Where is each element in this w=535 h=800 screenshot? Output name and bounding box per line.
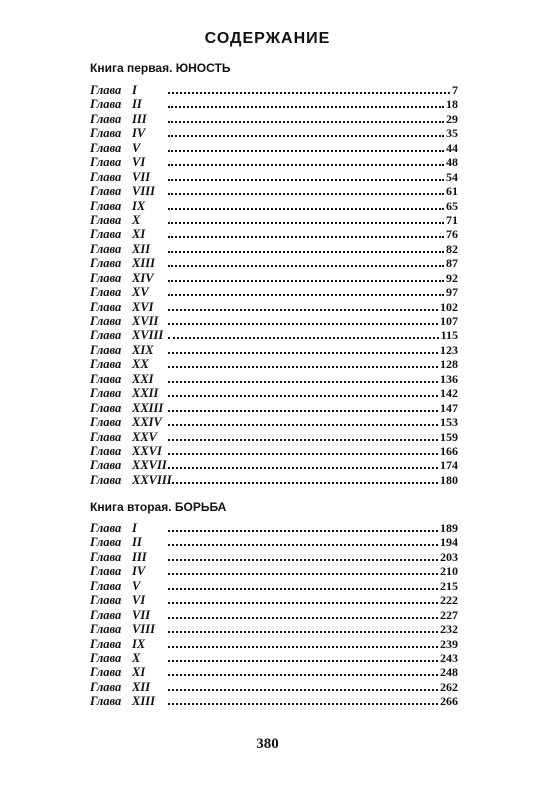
page-number: 380 — [256, 736, 279, 752]
chapter-number: VII — [132, 169, 151, 184]
dot-leader — [168, 395, 438, 397]
chapter-page: 222 — [440, 593, 458, 608]
chapter-word: Глава — [90, 472, 122, 487]
chapter-word: Глава — [90, 241, 122, 256]
dot-leader — [168, 366, 438, 368]
chapter-number: III — [132, 549, 147, 564]
dot-leader — [168, 424, 438, 426]
chapter-page: 123 — [440, 342, 458, 357]
toc-entry — [90, 430, 458, 444]
chapter-page: 65 — [446, 198, 458, 213]
dot-leader — [168, 135, 444, 137]
toc-entry — [90, 473, 458, 487]
chapter-word: Глава — [90, 97, 122, 112]
chapter-word: Глава — [90, 169, 122, 184]
dot-leader — [168, 251, 444, 253]
chapter-page: 102 — [440, 299, 458, 314]
chapter-page: 97 — [446, 285, 458, 300]
toc-entry — [90, 579, 458, 593]
dot-leader — [168, 208, 444, 210]
chapter-number: XXVII — [132, 458, 167, 473]
toc-entry — [90, 242, 458, 256]
dot-leader — [168, 280, 444, 282]
chapter-word: Глава — [90, 155, 122, 170]
chapter-word: Глава — [90, 111, 122, 126]
chapter-number: XVIII — [132, 328, 164, 343]
toc-entry — [90, 328, 458, 342]
chapter-number: XV — [132, 285, 149, 300]
chapter-word: Глава — [90, 212, 122, 227]
dot-leader — [168, 410, 438, 412]
chapter-page: 136 — [440, 371, 458, 386]
chapter-page: 227 — [440, 607, 458, 622]
chapter-number: VIII — [132, 622, 155, 637]
dot-leader — [168, 467, 438, 469]
chapter-page: 153 — [440, 415, 458, 430]
toc-entry — [90, 357, 458, 371]
dot-leader — [168, 544, 438, 546]
dot-leader — [168, 121, 444, 123]
chapter-word: Глава — [90, 198, 122, 213]
dot-leader — [168, 703, 438, 705]
page-title: СОДЕРЖАНИЕ — [204, 30, 331, 47]
chapter-page: 180 — [440, 472, 458, 487]
chapter-word: Глава — [90, 535, 122, 550]
chapter-page: 239 — [440, 636, 458, 651]
toc-entry — [90, 155, 458, 169]
chapter-word: Глава — [90, 665, 122, 680]
chapter-page: 29 — [446, 111, 458, 126]
toc-entry — [90, 608, 458, 622]
chapter-word: Глава — [90, 650, 122, 665]
chapter-word: Глава — [90, 443, 122, 458]
chapter-page: 44 — [446, 140, 458, 155]
chapter-number: II — [132, 97, 142, 112]
chapter-word: Глава — [90, 140, 122, 155]
chapter-word: Глава — [90, 458, 122, 473]
toc-entry — [90, 637, 458, 651]
dot-leader — [168, 674, 438, 676]
chapter-page: 54 — [446, 169, 458, 184]
chapter-number: XIX — [132, 342, 154, 357]
book-heading-first: Книга первая. ЮНОСТЬ — [90, 61, 231, 75]
chapter-page: 71 — [446, 212, 458, 227]
chapter-number: XXVIII — [132, 472, 172, 487]
chapter-number: II — [132, 535, 142, 550]
dot-leader — [168, 106, 444, 108]
toc-entry — [90, 213, 458, 227]
chapter-word: Глава — [90, 564, 122, 579]
toc-entry — [90, 271, 458, 285]
chapter-word: Глава — [90, 593, 122, 608]
dot-leader — [168, 294, 444, 296]
toc-entry — [90, 83, 458, 97]
chapter-page: 159 — [440, 429, 458, 444]
chapter-word: Глава — [90, 299, 122, 314]
dot-leader — [168, 179, 444, 181]
chapter-page: 18 — [446, 97, 458, 112]
dot-leader — [168, 323, 438, 325]
toc-entry — [90, 535, 458, 549]
chapter-number: IV — [132, 564, 146, 579]
chapter-number: VIII — [132, 184, 155, 199]
chapter-page: 35 — [446, 126, 458, 141]
toc-entry — [90, 593, 458, 607]
dot-leader — [168, 222, 444, 224]
dot-leader — [168, 92, 450, 94]
toc-entry — [90, 550, 458, 564]
chapter-number: XII — [132, 241, 151, 256]
chapter-number: XXVI — [132, 443, 162, 458]
chapter-word: Глава — [90, 256, 122, 271]
chapter-page: 115 — [440, 328, 458, 343]
chapter-number: IX — [132, 636, 146, 651]
chapter-word: Глава — [90, 386, 122, 401]
chapter-number: I — [132, 521, 137, 535]
chapter-number: VI — [132, 155, 146, 170]
dot-leader — [168, 381, 438, 383]
toc-list-book-one — [90, 83, 458, 487]
chapter-page: 189 — [440, 521, 458, 535]
chapter-page: 166 — [440, 443, 458, 458]
dot-leader — [168, 617, 438, 619]
chapter-page: 128 — [440, 357, 458, 372]
toc-entry — [90, 444, 458, 458]
toc-entry — [90, 227, 458, 241]
chapter-word: Глава — [90, 314, 122, 328]
chapter-number: III — [132, 111, 147, 126]
dot-leader — [168, 602, 438, 604]
chapter-page: 210 — [440, 564, 458, 579]
chapter-word: Глава — [90, 371, 122, 386]
toc-entry — [90, 564, 458, 578]
chapter-number: V — [132, 578, 141, 593]
dot-leader — [168, 164, 444, 166]
chapter-page: 82 — [446, 241, 458, 256]
chapter-number: XXIII — [132, 400, 164, 415]
toc-entry — [90, 386, 458, 400]
chapter-page: 142 — [440, 386, 458, 401]
toc-entry — [90, 694, 458, 708]
chapter-word: Глава — [90, 184, 122, 199]
chapter-page: 7 — [452, 83, 458, 97]
chapter-number: VI — [132, 593, 146, 608]
chapter-number: X — [132, 212, 141, 227]
toc-entry — [90, 285, 458, 299]
chapter-word: Глава — [90, 328, 122, 343]
chapter-page: 243 — [440, 650, 458, 665]
chapter-word: Глава — [90, 400, 122, 415]
dot-leader — [168, 193, 444, 195]
chapter-number: IX — [132, 198, 146, 213]
chapter-page: 248 — [440, 665, 458, 680]
toc-entry — [90, 97, 458, 111]
toc-entry — [90, 680, 458, 694]
chapter-number: XII — [132, 679, 151, 694]
chapter-number: XVII — [132, 314, 159, 328]
chapter-number: XIV — [132, 270, 154, 285]
chapter-number: XVI — [132, 299, 154, 314]
dot-leader — [168, 689, 438, 691]
chapter-word: Глава — [90, 578, 122, 593]
chapter-page: 215 — [440, 578, 458, 593]
dot-leader — [168, 588, 438, 590]
dot-leader — [168, 482, 438, 484]
chapter-number: I — [132, 83, 137, 97]
chapter-word: Глава — [90, 607, 122, 622]
chapter-number: XXI — [132, 371, 154, 386]
chapter-word: Глава — [90, 342, 122, 357]
chapter-word: Глава — [90, 636, 122, 651]
toc-entry — [90, 343, 458, 357]
toc-list-book-two — [90, 521, 458, 709]
chapter-page: 107 — [440, 314, 458, 328]
chapter-page: 76 — [446, 227, 458, 242]
chapter-word: Глава — [90, 83, 122, 97]
toc-entry — [90, 415, 458, 429]
chapter-page: 147 — [440, 400, 458, 415]
chapter-word: Глава — [90, 357, 122, 372]
dot-leader — [168, 646, 438, 648]
toc-entry — [90, 521, 458, 535]
toc-entry — [90, 184, 458, 198]
toc-entry — [90, 112, 458, 126]
dot-leader — [168, 150, 444, 152]
chapter-number: IV — [132, 126, 146, 141]
chapter-page: 92 — [446, 270, 458, 285]
chapter-number: XI — [132, 665, 146, 680]
chapter-page: 262 — [440, 679, 458, 694]
chapter-number: XXIV — [132, 415, 162, 430]
chapter-page: 232 — [440, 622, 458, 637]
chapter-word: Глава — [90, 679, 122, 694]
toc-entry — [90, 300, 458, 314]
chapter-number: XIII — [132, 256, 155, 271]
chapter-word: Глава — [90, 694, 122, 709]
dot-leader — [168, 236, 444, 238]
chapter-number: XI — [132, 227, 146, 242]
dot-leader — [168, 559, 438, 561]
chapter-page: 266 — [440, 694, 458, 709]
toc-entry — [90, 372, 458, 386]
chapter-word: Глава — [90, 415, 122, 430]
dot-leader — [168, 453, 438, 455]
chapter-word: Глава — [90, 622, 122, 637]
chapter-page: 61 — [446, 184, 458, 199]
toc-entry — [90, 141, 458, 155]
chapter-word: Глава — [90, 521, 122, 535]
chapter-page: 194 — [440, 535, 458, 550]
chapter-number: X — [132, 650, 141, 665]
dot-leader — [168, 309, 438, 311]
dot-leader — [168, 660, 438, 662]
chapter-page: 87 — [446, 256, 458, 271]
chapter-word: Глава — [90, 429, 122, 444]
toc-entry — [90, 622, 458, 636]
chapter-page: 203 — [440, 549, 458, 564]
toc-entry — [90, 651, 458, 665]
toc-entry — [90, 199, 458, 213]
dot-leader — [168, 352, 438, 354]
chapter-number: VII — [132, 607, 151, 622]
chapter-page: 174 — [440, 458, 458, 473]
dot-leader — [168, 337, 439, 339]
book-heading-second: Книга вторая. БОРЬБА — [90, 500, 227, 514]
dot-leader — [168, 631, 438, 633]
toc-entry — [90, 401, 458, 415]
chapter-page: 48 — [446, 155, 458, 170]
dot-leader — [168, 573, 438, 575]
toc-entry — [90, 126, 458, 140]
chapter-word: Глава — [90, 126, 122, 141]
chapter-word: Глава — [90, 270, 122, 285]
toc-entry — [90, 665, 458, 679]
chapter-word: Глава — [90, 227, 122, 242]
toc-entry — [90, 170, 458, 184]
chapter-number: XIII — [132, 694, 155, 709]
dot-leader — [168, 265, 444, 267]
toc-entry — [90, 458, 458, 472]
dot-leader — [168, 530, 438, 532]
chapter-number: XXV — [132, 429, 158, 444]
chapter-word: Глава — [90, 549, 122, 564]
chapter-word: Глава — [90, 285, 122, 300]
toc-entry — [90, 314, 458, 328]
chapter-number: XXII — [132, 386, 159, 401]
chapter-number: V — [132, 140, 141, 155]
chapter-number: XX — [132, 357, 149, 372]
dot-leader — [168, 439, 438, 441]
toc-entry — [90, 256, 458, 270]
